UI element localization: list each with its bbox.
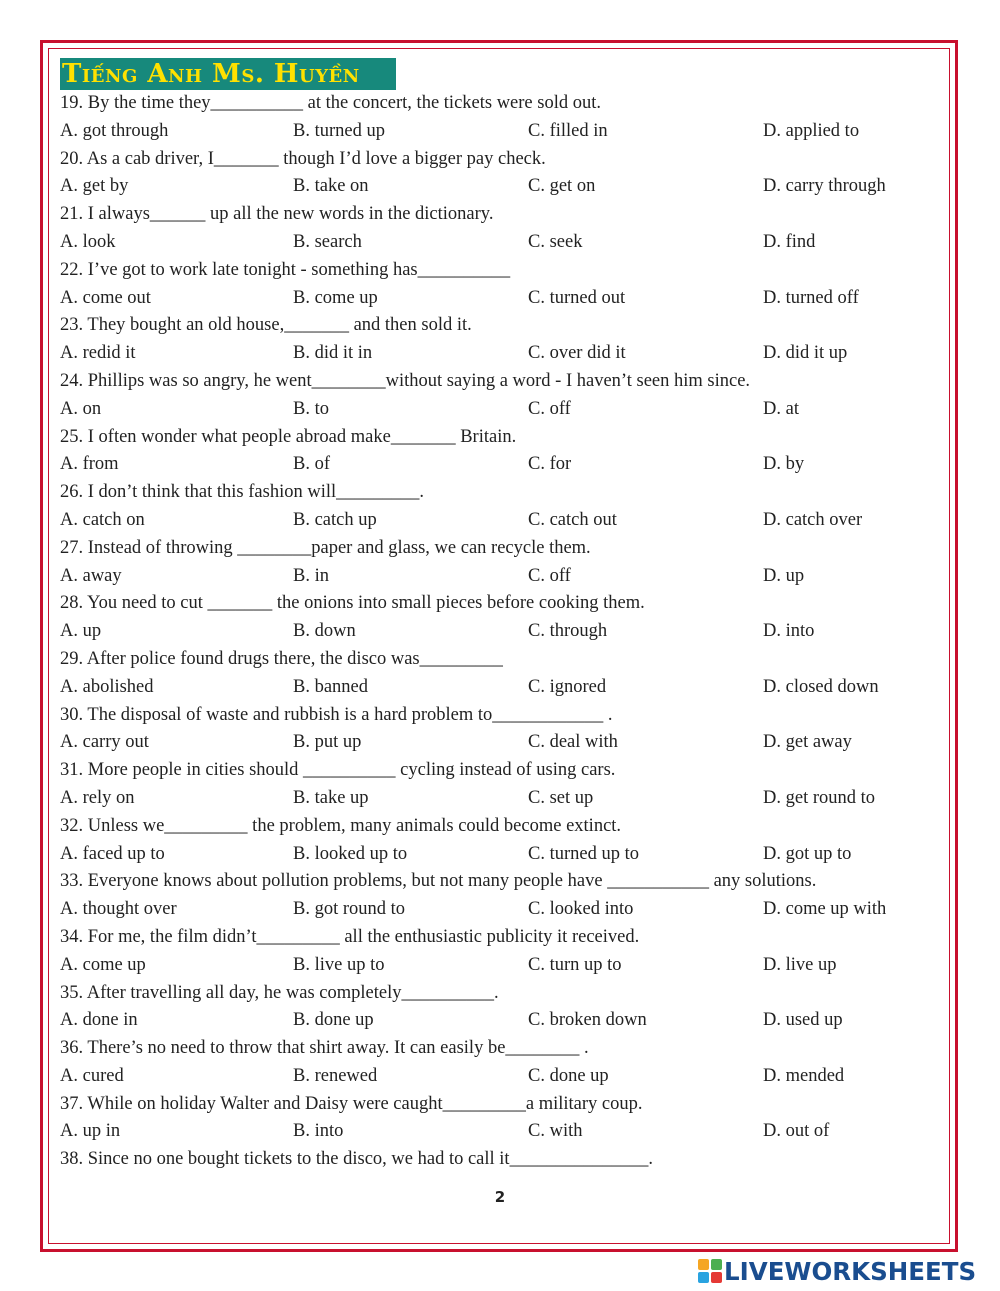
question-text: 38. Since no one bought tickets to the disco, we had to call it_______________. <box>60 1149 653 1170</box>
option-row <box>60 285 940 313</box>
option-b[interactable]: B. renewed <box>293 1065 378 1086</box>
option-b[interactable]: B. into <box>293 1121 344 1142</box>
option-c[interactable]: C. through <box>528 621 608 642</box>
brand-text: LIVEWORKSHEETS <box>724 1256 977 1286</box>
option-c[interactable]: C. filled in <box>528 120 608 141</box>
page-number: 2 <box>494 1188 506 1206</box>
option-row <box>60 1118 940 1146</box>
option-a[interactable]: A. done in <box>60 1010 138 1031</box>
option-d[interactable]: D. get round to <box>763 787 876 808</box>
question-text: 32. Unless we_________ the problem, many animals could become extinct. <box>60 815 622 836</box>
option-row <box>60 952 940 980</box>
option-d[interactable]: D. used up <box>763 1010 843 1031</box>
option-a[interactable]: A. away <box>60 565 122 586</box>
option-c[interactable]: C. seek <box>528 231 583 252</box>
option-b[interactable]: B. down <box>293 621 356 642</box>
question-text: 37. While on holiday Walter and Daisy were caught_________a military coup. <box>60 1093 643 1114</box>
option-d[interactable]: D. mended <box>763 1065 845 1086</box>
option-b[interactable]: B. to <box>293 398 329 419</box>
question-text: 25. I often wonder what people abroad make_______ Britain. <box>60 426 517 447</box>
question-text: 34. For me, the film didn’t_________ all the enthusiastic publicity it received. <box>60 926 640 947</box>
question-text: 29. After police found drugs there, the disco was_________ <box>60 648 503 669</box>
option-d[interactable]: D. closed down <box>763 676 879 697</box>
option-c[interactable]: C. ignored <box>528 676 607 697</box>
option-d[interactable]: D. did it up <box>763 343 848 364</box>
option-a[interactable]: A. faced up to <box>60 843 165 864</box>
option-a[interactable]: A. look <box>60 231 116 252</box>
option-a[interactable]: A. come up <box>60 954 146 975</box>
option-d[interactable]: D. into <box>763 621 815 642</box>
option-d[interactable]: D. got up to <box>763 843 852 864</box>
option-b[interactable]: B. catch up <box>293 509 377 530</box>
option-c[interactable]: C. off <box>528 565 571 586</box>
option-a[interactable]: A. up in <box>60 1121 121 1142</box>
option-row <box>60 896 940 924</box>
option-c[interactable]: C. get on <box>528 176 596 197</box>
option-b[interactable]: B. live up to <box>293 954 385 975</box>
question-text: 33. Everyone knows about pollution problems, but not many people have ___________ any solutions. <box>60 871 817 892</box>
option-row <box>60 1007 940 1035</box>
option-row <box>60 785 940 813</box>
option-d[interactable]: D. live up <box>763 954 837 975</box>
header-title: Tiếng Anh Ms. Huyền <box>60 58 396 90</box>
option-row <box>60 451 940 479</box>
option-a[interactable]: A. carry out <box>60 732 149 753</box>
option-d[interactable]: D. turned off <box>763 287 859 308</box>
option-b[interactable]: B. come up <box>293 287 378 308</box>
question-text: 26. I don’t think that this fashion will_________. <box>60 482 424 503</box>
option-c[interactable]: C. turned out <box>528 287 626 308</box>
question-text: 21. I always______ up all the new words in the dictionary. <box>60 204 494 225</box>
option-a[interactable]: A. redid it <box>60 343 136 364</box>
option-b[interactable]: B. got round to <box>293 899 406 920</box>
option-c[interactable]: C. set up <box>528 787 594 808</box>
option-row <box>60 1063 940 1091</box>
option-c[interactable]: C. deal with <box>528 732 618 753</box>
option-c[interactable]: C. for <box>528 454 572 475</box>
option-c[interactable]: C. turned up to <box>528 843 639 864</box>
question-text: 30. The disposal of waste and rubbish is a hard problem to____________ . <box>60 704 613 725</box>
option-a[interactable]: A. from <box>60 454 119 475</box>
option-row <box>60 229 940 257</box>
question-text: 19. By the time they__________ at the concert, the tickets were sold out. <box>60 93 601 113</box>
option-row <box>60 563 940 591</box>
option-c[interactable]: C. catch out <box>528 509 617 530</box>
option-d[interactable]: D. catch over <box>763 509 863 530</box>
option-row <box>60 618 940 646</box>
option-a[interactable]: A. rely on <box>60 787 135 808</box>
option-b[interactable]: B. take on <box>293 176 369 197</box>
liveworksheets-brand[interactable] <box>698 1256 976 1286</box>
option-b[interactable]: B. banned <box>293 676 369 697</box>
option-b[interactable]: B. put up <box>293 732 362 753</box>
option-row <box>60 340 940 368</box>
option-row <box>60 507 940 535</box>
question-text: 24. Phillips was so angry, he went________without saying a word - I haven’t seen him since. <box>60 370 751 391</box>
option-row <box>60 118 940 146</box>
option-d[interactable]: D. out of <box>763 1121 830 1142</box>
question-list <box>60 90 940 1174</box>
question-text: 31. More people in cities should __________ cycling instead of using cars. <box>60 760 616 781</box>
option-row <box>60 396 940 424</box>
option-b[interactable]: B. looked up to <box>293 843 408 864</box>
question-text: 27. Instead of throwing ________paper and glass, we can recycle them. <box>60 537 591 558</box>
option-c[interactable]: C. looked into <box>528 899 634 920</box>
option-c[interactable]: C. broken down <box>528 1010 647 1031</box>
question-text: 22. I’ve got to work late tonight - something has__________ <box>60 259 511 280</box>
question-text: 28. You need to cut _______ the onions into small pieces before cooking them. <box>60 593 645 614</box>
option-a[interactable]: A. cured <box>60 1065 124 1086</box>
question-text: 36. There’s no need to throw that shirt away. It can easily be________ . <box>60 1038 589 1059</box>
option-b[interactable]: B. of <box>293 454 330 475</box>
question-text: 23. They bought an old house,_______ and then sold it. <box>60 315 472 336</box>
option-d[interactable]: D. find <box>763 231 816 252</box>
option-a[interactable]: A. catch on <box>60 509 145 530</box>
option-a[interactable]: A. thought over <box>60 899 177 920</box>
option-row <box>60 173 940 201</box>
option-c[interactable]: C. turn up to <box>528 954 622 975</box>
option-b[interactable]: B. search <box>293 231 362 252</box>
option-a[interactable]: A. abolished <box>60 676 154 697</box>
option-row <box>60 841 940 869</box>
liveworksheets-logo-icon <box>698 1259 722 1283</box>
option-b[interactable]: B. done up <box>293 1010 374 1031</box>
option-d[interactable]: D. applied to <box>763 120 860 141</box>
option-b[interactable]: B. did it in <box>293 343 373 364</box>
option-a[interactable]: A. on <box>60 398 102 419</box>
option-row <box>60 674 940 702</box>
option-a[interactable]: A. come out <box>60 287 151 308</box>
option-c[interactable]: C. off <box>528 398 571 419</box>
option-b[interactable]: B. in <box>293 565 329 586</box>
question-text: 35. After travelling all day, he was completely__________. <box>60 982 499 1003</box>
option-a[interactable]: A. got through <box>60 120 169 141</box>
option-d[interactable]: D. at <box>763 398 799 419</box>
option-c[interactable]: C. done up <box>528 1065 609 1086</box>
option-b[interactable]: B. turned up <box>293 120 385 141</box>
option-row <box>60 729 940 757</box>
question-text: 20. As a cab driver, I_______ though I’d love a bigger pay check. <box>60 148 546 169</box>
option-d[interactable]: D. come up with <box>763 899 887 920</box>
option-c[interactable]: C. with <box>528 1121 583 1142</box>
option-a[interactable]: A. up <box>60 621 102 642</box>
option-d[interactable]: D. up <box>763 565 805 586</box>
option-d[interactable]: D. carry through <box>763 176 886 197</box>
option-a[interactable]: A. get by <box>60 176 129 197</box>
option-c[interactable]: C. over did it <box>528 343 626 364</box>
option-d[interactable]: D. by <box>763 454 805 475</box>
option-b[interactable]: B. take up <box>293 787 369 808</box>
option-d[interactable]: D. get away <box>763 732 852 753</box>
